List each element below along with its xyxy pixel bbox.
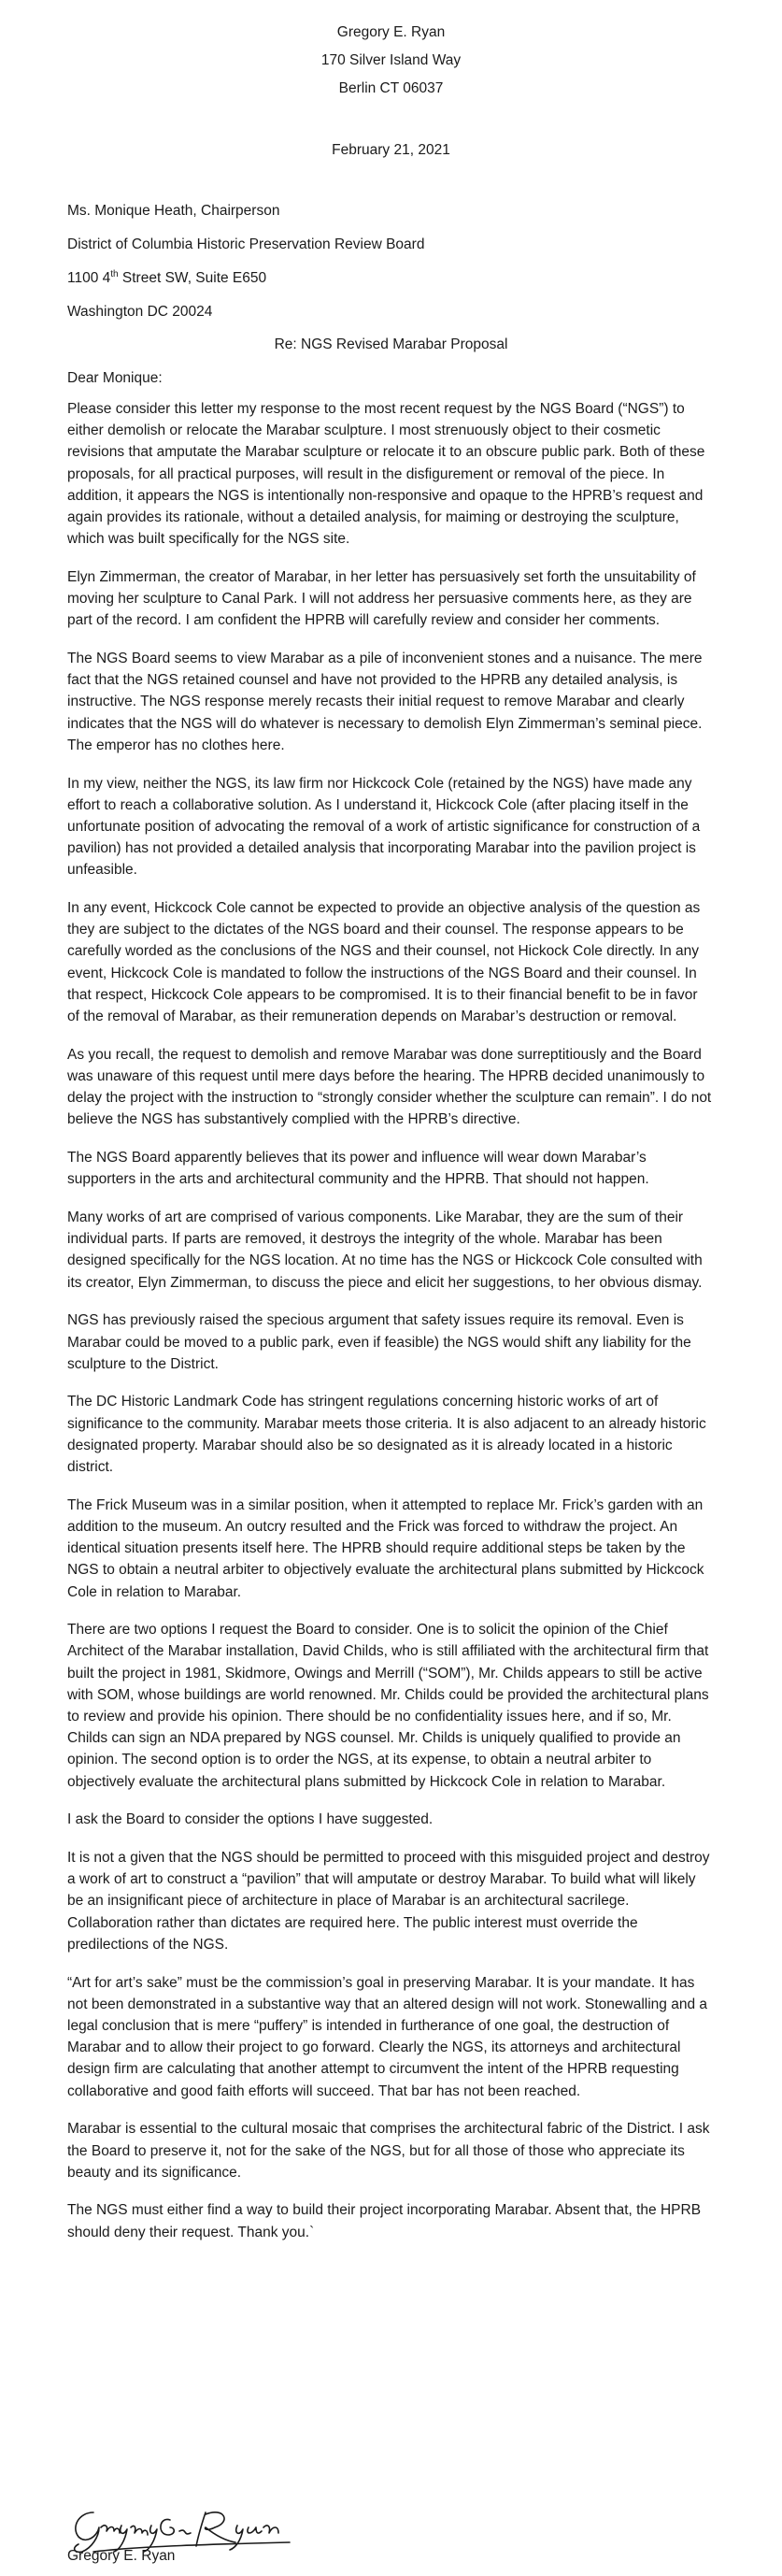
recipient-street-rest: Street SW, Suite E650 [118,270,267,286]
recipient-name-line: Ms. Monique Heath, Chairperson [67,203,280,219]
recipient-city-line: Washington DC 20024 [67,304,213,320]
recipient-street-line [67,262,424,295]
body-paragraph: The NGS Board seems to view Marabar as a pile of inconvenient stones and a nuisance. The mere fact that the NGS retained counsel and have not provided to the HPRB any detailed analysis, is instructive. The NGS response merely recasts their initial request to remove Marabar and clearly indicates that the NGS will do whatever is necessary to demolish Elyn Zimmerman’s seminal piece. The emperor has no clothes here. [67,651,703,753]
body-paragraph: Marabar is essential to the cultural mosaic that comprises the architectural fabric of the District. I ask the Board to preserve it, not for the sake of the NGS, but for all those of those who appreciate its beauty and its significance. [67,2121,710,2181]
body-paragraph: Many works of art are comprised of various components. Like Marabar, they are the sum of their individual parts. If parts are removed, it destroys the integrity of the whole. Marabar has been designed specifically for the NGS location. At no time has the NGS or Hickcock Cole consulted with its creator, Elyn Zimmerman, to discuss the piece and elicit her suggestions, to her obvious dismay. [67,1209,703,1291]
body-paragraph: The DC Historic Landmark Code has stringent regulations concerning historic works of art of significance to the community. Marabar meets those criteria. It is also adjacent to an already historic designated property. Marabar should also be so designated as it is already located in a historic district. [67,1394,706,1476]
body-paragraph: Elyn Zimmerman, the creator of Marabar, in her letter has persuasively set forth the unsuitability of moving her sculpture to Canal Park. I will not address her persuasive comments here, as they are part of the record. I am confident the HPRB will carefully review and consider her comments. [67,568,696,629]
body-paragraph: As you recall, the request to demolish and remove Marabar was done surreptitiously and the Board was unaware of this request until mere days before the hearing. The HPRB decided unanimously to delay the project with the instruction to “strongly consider whether the sculpture can remain”. I do not believe the NGS has substantively complied with the HPRB’s directive. [67,1046,712,1128]
sender-city: Berlin CT 06037 [338,80,444,96]
body-paragraph: The Frick Museum was in a similar position, when it attempted to replace Mr. Frick’s garden with an addition to the museum. An outcry resulted and the Frick was forced to withdraw the project. An identical situation presents itself here. The HPRB should require additional steps be taken by the NGS to obtain a neutral arbiter to objectively evaluate the architectural plans submitted by Hickcock Cole in relation to Marabar. [67,1496,704,1600]
salutation: Dear Monique: [67,370,163,386]
letter-body [67,398,712,2259]
sender-address-block [0,19,782,103]
body-paragraph: Please consider this letter my response to the most recent request by the NGS Board (“NGS”) to either demolish or relocate the Marabar sculpture. I most strenuously object to their cosmetic revisions that amputate the Marabar sculpture or relocate it to an obscure public park. Both of these proposals, for all practical purposes, will result in the disfigurement or removal of the piece. In addition, it appears the NGS is intentionally non-responsive and opaque to the HPRB’s request and again provides its rationale, without a detailed analysis, for maiming or destroying the sculpture, which was built specifically for the NGS site. [67,401,705,548]
body-paragraph: The NGS must either find a way to build their project incorporating Marabar. Absent that, the HPRB should deny their request. Thank you.` [67,2202,702,2240]
body-paragraph: It is not a given that the NGS should be permitted to proceed with this misguided project and destroy a work of art to construct a “pavilion” that will amputate or destroy Marabar. To build what will likely be an insignificant piece of architecture in place of Marabar is an architectural sacrilege. Collaboration rather than dictates are required here. The public interest must override the predilections of the NGS. [67,1850,710,1953]
recipient-address-block [67,194,424,329]
letter-date: February 21, 2021 [332,142,450,158]
body-paragraph: In my view, neither the NGS, its law firm nor Hickcock Cole (retained by the NGS) have made any effort to reach a collaborative solution. As I understand it, Hickcock Cole (after placing itself in the unfortunate position of advocating the removal of a work of artistic significance for construction of a pavilion) has not provided a detailed analysis that incorporating Marabar into the pavilion project is unfeasible. [67,775,701,879]
body-paragraph: The NGS Board apparently believes that its power and influence will wear down Marabar’s supporters in the arts and architectural community and the HPRB. That should not happen. [67,1150,649,1188]
printed-signer-name: Gregory E. Ryan [67,2548,176,2564]
body-paragraph: In any event, Hickcock Cole cannot be expected to provide an objective analysis of the question as they are subject to the dictates of the NGS board and their counsel. The response appears to be carefully worded as the conclusions of the NGS and their counsel, not Hickock Cole directly. In any event, Hickcock Cole is mandated to follow the instructions of the NGS Board and their counsel. In that respect, Hickcock Cole appears to be compromised. It is to their financial benefit to be in favor of the removal of Marabar, as their remuneration depends on Marabar’s destruction or removal. [67,900,701,1025]
body-paragraph: There are two options I request the Board to consider. One is to solicit the opinion of the Chief Architect of the Marabar installation, David Childs, who is still affiliated with the architectural firm that built the project in 1981, Skidmore, Owings and Merrill (“SOM”), Mr. Childs appears to still be active with SOM, whose buildings are world renowned. Mr. Childs could be provided the architectural plans to review and provide his opinion. There should be no confidentiality issues here, and if so, Mr. Childs can sign an NDA prepared by NGS counsel. Mr. Childs is uniquely qualified to provide an opinion. The second option is to order the NGS, at its expense, to obtain a neutral arbiter to objectively evaluate the architectural plans submitted by Hickcock Cole in relation to Marabar. [67,1622,709,1790]
recipient-organization-line: District of Columbia Historic Preservation Review Board [67,236,425,252]
body-paragraph: NGS has previously raised the specious argument that safety issues require its removal. Even is Marabar could be moved to a public park, even if feasible) the NGS would shift any liability for the sculpture to the District. [67,1312,691,1372]
sender-name: Gregory E. Ryan [336,24,446,40]
handwritten-signature [65,2499,308,2555]
sender-street: 170 Silver Island Way [320,52,462,68]
body-paragraph: I ask the Board to consider the options I have suggested. [67,1811,434,1828]
subject-line: Re: NGS Revised Marabar Proposal [274,336,508,352]
body-paragraph: “Art for art’s sake” must be the commission’s goal in preserving Marabar. It is your mandate. It has not been demonstrated in a substantive way that an altered design will not work. Stonewalling and a legal conclusion that is mere “puffery” is intended in furtherance of one goal, the destruction of Marabar and to allow their project to go forward. Clearly the NGS, its attorneys and architectural design firm are calculating that another attempt to circumvent the intent of the HPRB requesting collaborative and good faith efforts will succeed. That bar has not been reached. [67,1974,708,2099]
recipient-street-number: 1100 4 [67,270,111,286]
recipient-street-ordinal: th [110,268,119,279]
